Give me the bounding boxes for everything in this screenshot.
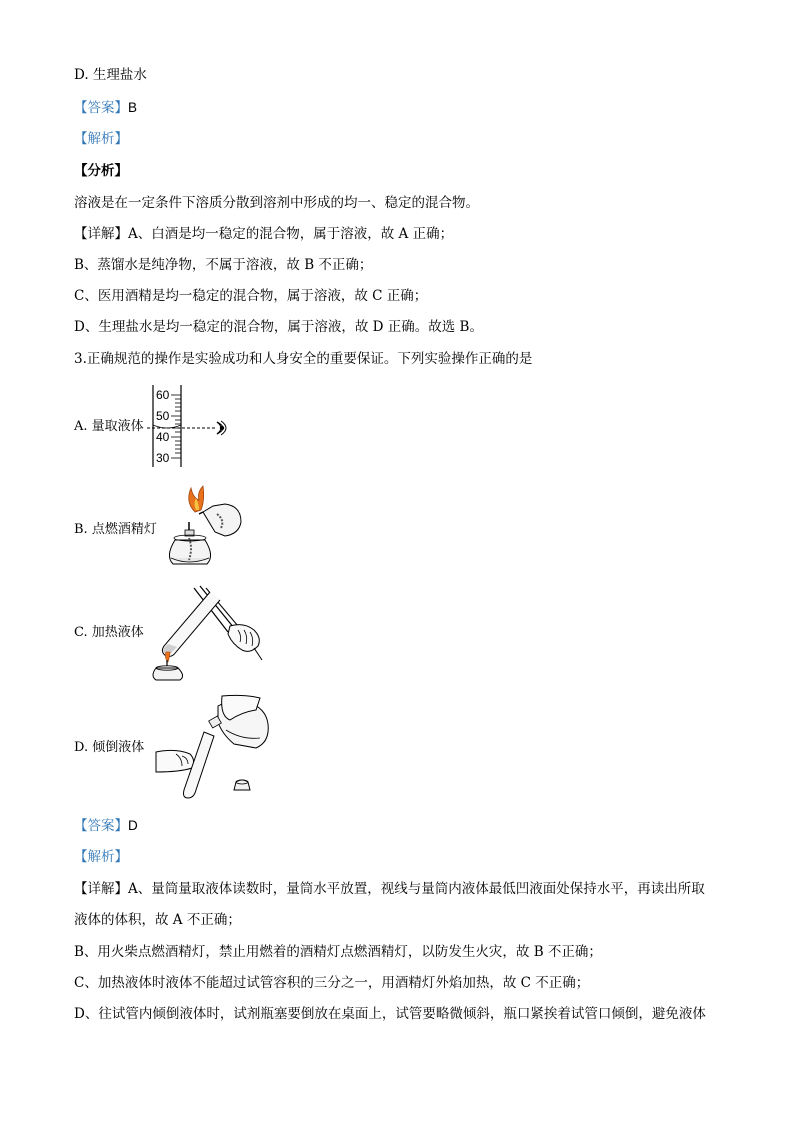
q3-detail-a-2: 液体的体积，故 A 不正确；: [74, 912, 241, 928]
q3-detail-b: B、用火柴点燃酒精灯，禁止用燃着的酒精灯点燃酒精灯，以防发生火灾，故 B 不正确；: [74, 944, 602, 960]
graduated-cylinder-figure: [145, 383, 245, 469]
q3-analysis-tag: 【解析】: [74, 849, 128, 865]
q3-stem: 3.正确规范的操作是实验成功和人身安全的重要保证。下列实验操作正确的是: [74, 351, 533, 367]
tick-label-30: 30: [156, 451, 170, 465]
tick-label-40: 40: [156, 430, 170, 444]
q2-definition: 溶液是在一定条件下溶质分散到溶剂中形成的均一、稳定的混合物。: [74, 195, 479, 211]
detail-text: A、量筒量取液体读数时，量筒水平放置，视线与量筒内液体最低凹液面处保持水平，再读出所取: [128, 881, 705, 897]
q2-answer: [74, 99, 137, 117]
tick-label-50: 50: [156, 409, 170, 423]
hand-icon: [228, 625, 262, 660]
q2-option-d: D. 生理盐水: [74, 67, 147, 83]
q2-detail-d: D、生理盐水是均一稳定的混合物，属于溶液，故 D 正确。故选 B。: [74, 319, 483, 335]
tilted-lamp-icon: [199, 504, 241, 536]
q3-detail-c: C、加热液体时液体不能超过试管容积的三分之一，用酒精灯外焰加热，故 C 不正确；: [74, 975, 590, 991]
detail-text: A、白酒是均一稳定的混合物，属于溶液，故 A 正确；: [128, 226, 454, 242]
q2-detail-b: B、蒸馏水是纯净物，不属于溶液，故 B 不正确；: [74, 257, 373, 273]
alcohol-lamp-lighting-figure: [163, 484, 248, 576]
q3-option-a-label: A. 量取液体: [74, 419, 144, 434]
q3-detail-d: D、往试管内倾倒液体时，试剂瓶塞要倒放在桌面上，试管要略微倾斜，瓶口紧挨着试管口倾倒，避免液体: [74, 1006, 706, 1022]
flame-icon: [189, 486, 204, 512]
answer-tag: 【答案】: [74, 818, 128, 834]
q2-detail-c: C、医用酒精是均一稳定的混合物，属于溶液，故 C 正确；: [74, 288, 428, 304]
q2-analysis-tag: 【解析】: [74, 131, 128, 147]
eye-icon: [217, 421, 226, 435]
q3-option-d-label: D. 倾倒液体: [74, 740, 145, 755]
test-tube-icon: [162, 592, 220, 657]
alcohol-lamp-icon: [153, 652, 183, 680]
detail-tag: 【详解】: [74, 226, 128, 242]
q3-option-c-label: C. 加热液体: [74, 625, 144, 640]
q3-option-b-label: B. 点燃酒精灯: [74, 522, 157, 537]
answer-tag: 【答案】: [74, 100, 128, 116]
q3-detail-a-1: [74, 880, 705, 898]
alcohol-lamp-icon: [169, 522, 210, 564]
heating-liquid-figure: [150, 586, 270, 681]
q2-detail-a: [74, 225, 453, 243]
q3-answer: [74, 817, 138, 835]
bottle-stopper-icon: [234, 780, 250, 790]
q2-fenxi-tag: 【分析】: [74, 163, 128, 179]
detail-tag: 【详解】: [74, 881, 128, 897]
tick-label-60: 60: [156, 388, 170, 402]
pouring-liquid-figure: [152, 694, 277, 804]
answer-value: D: [128, 818, 138, 833]
answer-value: B: [128, 100, 138, 115]
